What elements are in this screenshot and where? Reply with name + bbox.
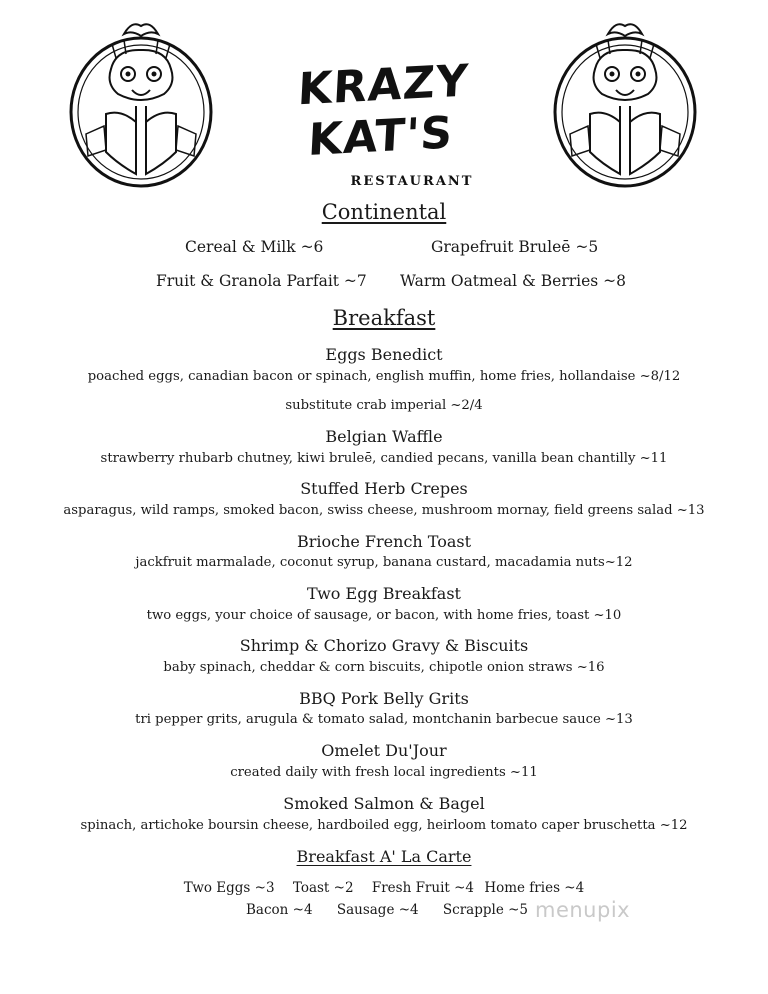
- alacarte-item: Sausage ~4: [336, 902, 419, 918]
- menu-item-description: tri pepper grits, arugula & tomato salad, montchanin barbecue sauce ~13: [135, 712, 633, 727]
- menu-item-name: Brioche French Toast: [296, 532, 472, 551]
- continental-item: Fruit & Granola Parfait ~7: [156, 272, 367, 290]
- alacarte-heading: Breakfast A' La Carte: [296, 847, 472, 866]
- menu-item-name: Smoked Salmon & Bagel: [283, 794, 485, 813]
- menu-item-extra: substitute crab imperial ~2/4: [285, 398, 483, 413]
- menu-item-description: jackfruit marmalade, coconut syrup, banana custard, macadamia nuts~12: [135, 555, 633, 570]
- menu-item-name: Shrimp & Chorizo Gravy & Biscuits: [239, 636, 529, 655]
- watermark: menupix: [535, 898, 631, 922]
- restaurant-logo: [262, 50, 502, 189]
- continental-heading: Continental: [321, 200, 447, 224]
- alacarte-item: Home fries ~4: [484, 880, 585, 896]
- continental-item: Warm Oatmeal & Berries ~8: [400, 272, 626, 290]
- alacarte-item: Toast ~2: [292, 880, 354, 896]
- breakfast-heading: Breakfast: [332, 306, 436, 330]
- continental-item: Cereal & Milk ~6: [185, 238, 324, 256]
- logo-subtitle: RESTAURANT: [350, 174, 474, 189]
- alacarte-row: [0, 880, 768, 896]
- menu-item-description: two eggs, your choice of sausage, or bacon, with home fries, toast ~10: [146, 608, 622, 623]
- alacarte-item: Two Eggs ~3: [183, 880, 275, 896]
- menu-item-name: Belgian Waffle: [325, 427, 443, 446]
- alacarte-item: Fresh Fruit ~4: [371, 880, 475, 896]
- menu-item-description: poached eggs, canadian bacon or spinach, english muffin, home fries, hollandaise ~8/12: [87, 369, 681, 384]
- logo-title: KRAZY KAT'S: [296, 55, 470, 167]
- menu-item-name: Omelet Du'Jour: [321, 741, 447, 760]
- menu-item-description: spinach, artichoke boursin cheese, hardboiled egg, heirloom tomato caper bruschetta ~12: [80, 818, 688, 833]
- continental-item: Grapefruit Bruleē ~5: [431, 238, 599, 256]
- menu-item-name: Stuffed Herb Crepes: [300, 479, 468, 498]
- menu-item-description: asparagus, wild ramps, smoked bacon, swiss cheese, mushroom mornay, field greens salad ~13: [63, 503, 705, 518]
- cat-portrait-medallion-icon: [66, 14, 216, 192]
- alacarte-item: Bacon ~4: [245, 902, 313, 918]
- menu-item-name: Eggs Benedict: [325, 345, 443, 364]
- alacarte-row: [0, 902, 768, 918]
- menu-item-name: BBQ Pork Belly Grits: [299, 689, 469, 708]
- menu-item-description: baby spinach, cheddar & corn biscuits, chipotle onion straws ~16: [163, 660, 605, 675]
- cat-portrait-medallion-icon: [550, 14, 700, 192]
- menu-item-name: Two Egg Breakfast: [307, 584, 461, 603]
- alacarte-item: Scrapple ~5: [442, 902, 529, 918]
- menu-item-description: created daily with fresh local ingredients ~11: [230, 765, 538, 780]
- menu-item-description: strawberry rhubarb chutney, kiwi bruleē, candied pecans, vanilla bean chantilly ~11: [100, 451, 668, 466]
